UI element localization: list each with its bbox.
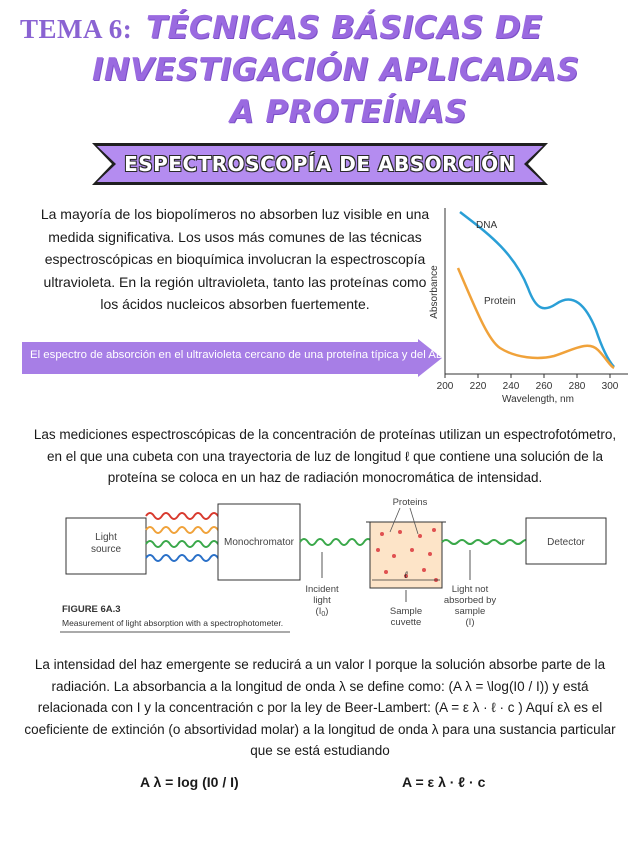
cuvette-label-1: Sample xyxy=(389,606,423,617)
light-source-label-2: source xyxy=(90,544,122,555)
figure-caption: Measurement of light absorption with a spectrophotometer. xyxy=(62,618,284,628)
notabs-label-3: sample xyxy=(454,606,486,617)
spectrophotometer-paragraph: Las mediciones espectroscópicas de la concentración de proteínas utilizan un espectrofotómetro, en el que una cubeta con una trayectoria de luz de longitud ℓ que contiene una solución de la proteína se coloca en un haz de radiación monocromática de intensidad. xyxy=(33,427,617,485)
figure-label: FIGURE 6A.3 xyxy=(62,604,121,615)
incident-label-3: $(I_0)$ xyxy=(315,606,329,618)
cuvette-label-2: cuvette xyxy=(390,617,422,628)
x-tick-280: 280 xyxy=(568,381,586,392)
section-banner-title: ESPECTROSCOPÍA DE ABSORCIÓN xyxy=(124,152,516,176)
monochromator-label: Monochromator xyxy=(223,537,295,548)
page-title-line-3: A PROTEÍNAS xyxy=(230,94,468,130)
incident-label-2: light xyxy=(313,595,331,606)
x-tick-300: 300 xyxy=(601,381,619,392)
detector-label: Detector xyxy=(547,537,585,548)
absorbance-formula: A λ = log (I0 / I) xyxy=(140,774,239,790)
notabs-label-1: Light not xyxy=(451,584,489,595)
beer-lambert-formula: A = ε λ · ℓ · c xyxy=(402,774,486,790)
spectrophotometer-diagram xyxy=(60,494,608,636)
x-tick-200: 200 xyxy=(436,381,454,392)
y-axis-label: Absorbance xyxy=(429,265,440,319)
dna-curve xyxy=(460,212,614,367)
notabs-label-4: (I) xyxy=(465,617,475,628)
path-length-label: ℓ xyxy=(403,570,409,581)
light-source-label-1: Light xyxy=(95,532,117,543)
beer-lambert-paragraph: La intensidad del haz emergente se reducirá a un valor I porque la solución absorbe parte de la radiación. La absorbancia a la longitud de onda λ se define como: (A λ = \log(I0 / I)) y está relacionada con I y la concentración c por la ley de Beer-Lambert: (A = ε λ · ℓ · c ) Aquí ελ es el coeficiente de extinción (o absortividad molar) a la longitud de onda λ para una sustancia particular que se está estudiando xyxy=(24,657,616,758)
x-axis-label: Wavelength, nm xyxy=(502,394,574,405)
x-tick-260: 260 xyxy=(535,381,553,392)
x-ticks xyxy=(445,374,610,378)
absorption-spectrum-graph xyxy=(428,200,634,405)
arrow-caption-text: El espectro de absorción en el ultravioleta cercano de una proteína típica y del ADN xyxy=(30,349,453,361)
intro-paragraph: La mayoría de los biopolímeros no absorben luz visible en una medida significativa. Los usos más comunes de las técnicas espectroscópicas en bioquímica involucran la espectroscopía ultravioleta. En la región ultravioleta, tanto las proteínas como los ácidos nucleicos absorben fuertemente. xyxy=(40,206,430,312)
x-tick-240: 240 xyxy=(502,381,520,392)
proteins-label: Proteins xyxy=(392,497,428,508)
tema-label: TEMA 6: xyxy=(20,14,133,44)
notabs-label-2: absorbed by xyxy=(443,595,497,606)
dna-label: DNA xyxy=(476,220,498,231)
protein-label: Protein xyxy=(484,296,516,307)
page-title-line-1: TÉCNICAS BÁSICAS DE xyxy=(146,10,543,46)
incident-label-1: Incident xyxy=(305,584,339,595)
x-tick-220: 220 xyxy=(469,381,487,392)
page-title-line-2: INVESTIGACIÓN APLICADAS xyxy=(92,52,580,88)
